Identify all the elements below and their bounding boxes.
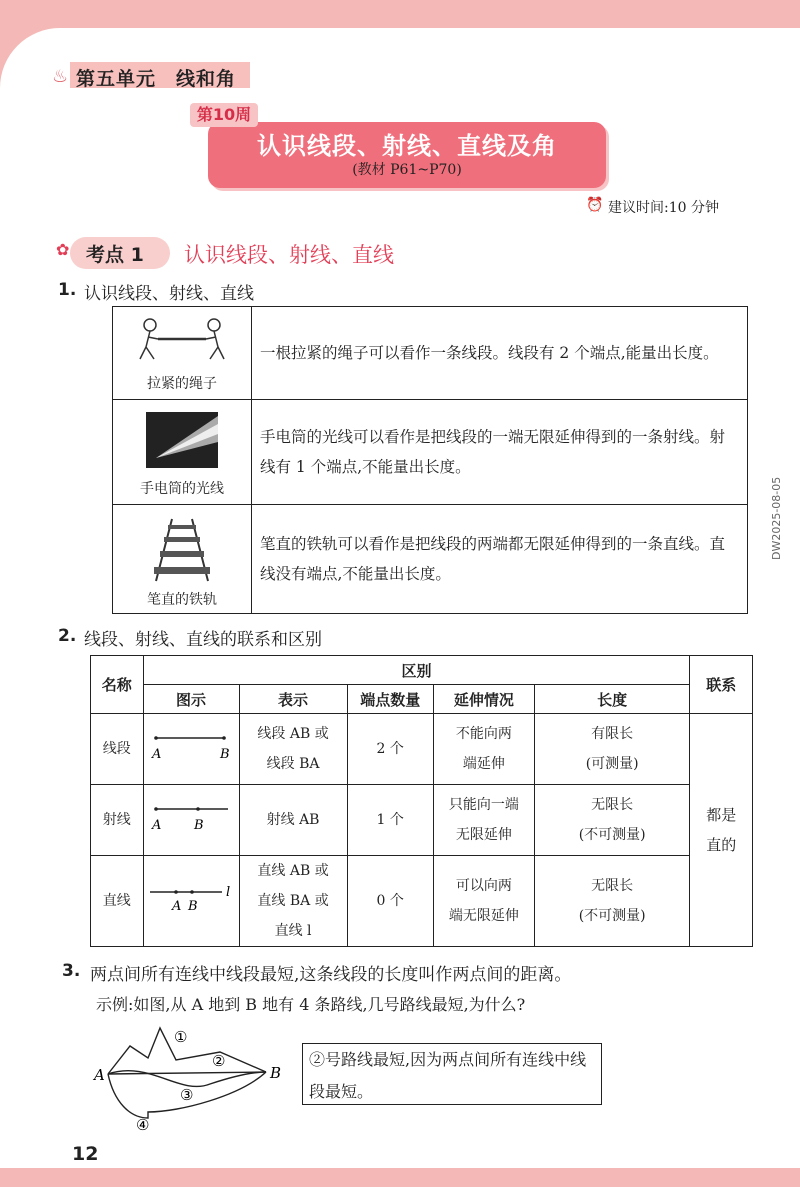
label-a: A bbox=[152, 817, 162, 833]
row-ext bbox=[433, 856, 534, 947]
rope-desc: 一根拉紧的绳子可以看作一条线段。线段有 2 个端点,能量出长度。 bbox=[252, 307, 748, 400]
segment-diagram bbox=[146, 724, 236, 764]
link-line: 都是 bbox=[706, 806, 737, 824]
len-line: 无限长 bbox=[591, 878, 634, 894]
table-row bbox=[113, 400, 748, 505]
q2-title: 线段、射线、直线的联系和区别 bbox=[84, 630, 322, 650]
flashlight-cell bbox=[113, 400, 252, 505]
label-b: B bbox=[194, 817, 204, 833]
rope-icon bbox=[132, 315, 232, 365]
col-name-header: 名称 bbox=[91, 656, 144, 714]
subhead: 长度 bbox=[534, 685, 690, 714]
repr-line: 直线 AB 或 bbox=[257, 863, 329, 879]
row-name: 射线 bbox=[91, 785, 144, 856]
q1-title: 认识线段、射线、直线 bbox=[84, 284, 254, 304]
ext-line: 端延伸 bbox=[462, 756, 505, 772]
repr-line: 直线 l bbox=[274, 923, 312, 939]
table-subheader-row bbox=[91, 685, 753, 714]
week-tag: 第10周 bbox=[190, 103, 258, 127]
col-diff-header: 区别 bbox=[143, 656, 690, 685]
route-label: ② bbox=[212, 1052, 226, 1070]
kaodian-title: 认识线段、射线、直线 bbox=[184, 243, 394, 267]
ray-figure bbox=[143, 785, 239, 856]
link-line: 直的 bbox=[706, 836, 737, 854]
row-len bbox=[534, 785, 690, 856]
label-b: B bbox=[188, 898, 198, 914]
subhead: 表示 bbox=[239, 685, 347, 714]
q3-title: 两点间所有连线中线段最短,这条线段的长度叫作两点间的距离。 bbox=[90, 965, 572, 985]
row-ends: 2 个 bbox=[347, 714, 433, 785]
side-code: DW2025-08-05 bbox=[770, 476, 783, 560]
table-row bbox=[91, 714, 753, 785]
label-a: A bbox=[172, 898, 182, 914]
subhead: 图示 bbox=[143, 685, 239, 714]
repr-line: 线段 AB 或 bbox=[257, 726, 329, 742]
table-row bbox=[113, 505, 748, 614]
row-len bbox=[534, 856, 690, 947]
clock-icon: ⏰ bbox=[586, 197, 604, 213]
row-repr bbox=[239, 856, 347, 947]
table-row bbox=[91, 785, 753, 856]
route-label: ③ bbox=[180, 1086, 194, 1104]
row-name: 线段 bbox=[91, 714, 144, 785]
subhead: 端点数量 bbox=[347, 685, 433, 714]
rope-cell bbox=[113, 307, 252, 400]
col-link-header: 联系 bbox=[690, 656, 753, 714]
q3-example: 示例:如图,从 A 地到 B 地有 4 条路线,几号路线最短,为什么? bbox=[96, 995, 526, 1014]
label-a: A bbox=[152, 746, 162, 762]
q2-number: 2. bbox=[58, 626, 77, 646]
len-line: 无限长 bbox=[591, 797, 634, 813]
subhead: 延伸情况 bbox=[433, 685, 534, 714]
rope-caption: 拉紧的绳子 bbox=[147, 376, 217, 392]
flashlight-desc: 手电筒的光线可以看作是把线段的一端无限延伸得到的一条射线。射线有 1 个端点,不能量出长度。 bbox=[252, 400, 748, 505]
week-subtitle: (教材 P61~P70) bbox=[352, 162, 462, 178]
q3-number: 3. bbox=[62, 961, 81, 981]
label-l: l bbox=[226, 884, 231, 900]
ext-line: 只能向一端 bbox=[448, 797, 519, 813]
row-ends: 1 个 bbox=[347, 785, 433, 856]
segment-figure bbox=[143, 714, 239, 785]
week-title: 认识线段、射线、直线及角 bbox=[257, 132, 557, 160]
ext-line: 端无限延伸 bbox=[448, 908, 519, 924]
flashlight-icon bbox=[146, 412, 218, 468]
rail-caption: 笔直的铁轨 bbox=[147, 592, 217, 608]
len-line: 有限长 bbox=[591, 726, 634, 742]
route-label: ① bbox=[174, 1028, 188, 1046]
row-repr bbox=[239, 785, 347, 856]
table-row bbox=[91, 856, 753, 947]
repr-line: 射线 AB bbox=[266, 812, 320, 828]
row-ext bbox=[433, 714, 534, 785]
link-cell bbox=[690, 714, 753, 947]
unit-label: 第五单元 线和角 bbox=[76, 68, 237, 90]
repr-line: 线段 BA bbox=[266, 756, 320, 772]
row-len bbox=[534, 714, 690, 785]
ray-diagram bbox=[146, 795, 236, 835]
routes-diagram bbox=[90, 1022, 290, 1134]
row-repr bbox=[239, 714, 347, 785]
line-figure bbox=[143, 856, 239, 947]
point-b: B bbox=[270, 1064, 282, 1082]
point-a: A bbox=[94, 1066, 105, 1084]
ext-line: 无限延伸 bbox=[455, 827, 512, 843]
table-header-row bbox=[91, 656, 753, 685]
len-line: (可测量) bbox=[585, 756, 639, 772]
label-b: B bbox=[220, 746, 230, 762]
lamp-icon: ♨ bbox=[52, 66, 69, 87]
q1-number: 1. bbox=[58, 280, 77, 300]
rail-cell bbox=[113, 505, 252, 614]
row-name: 直线 bbox=[91, 856, 144, 947]
row-ext bbox=[433, 785, 534, 856]
q1-table bbox=[112, 306, 748, 614]
row-ends: 0 个 bbox=[347, 856, 433, 947]
table-row bbox=[113, 307, 748, 400]
suggested-time: 建议时间:10 分钟 bbox=[608, 200, 719, 216]
rail-desc: 笔直的铁轨可以看作是把线段的两端都无限延伸得到的一条直线。直线没有端点,不能量出长度。 bbox=[252, 505, 748, 614]
kaodian-label: 考点 1 bbox=[86, 244, 144, 266]
rail-icon bbox=[142, 517, 222, 583]
line-diagram bbox=[146, 876, 236, 916]
flashlight-caption: 手电筒的光线 bbox=[140, 481, 224, 497]
q2-table bbox=[90, 655, 753, 947]
flower-icon: ✿ bbox=[56, 240, 70, 259]
answer-box: ②号路线最短,因为两点间所有连线中线段最短。 bbox=[302, 1043, 602, 1105]
len-line: (不可测量) bbox=[578, 827, 646, 843]
len-line: (不可测量) bbox=[578, 908, 646, 924]
ext-line: 不能向两 bbox=[455, 726, 512, 742]
route-label: ④ bbox=[136, 1116, 150, 1134]
repr-line: 直线 BA 或 bbox=[257, 893, 329, 909]
page-number: 12 bbox=[72, 1143, 99, 1165]
ext-line: 可以向两 bbox=[455, 878, 512, 894]
